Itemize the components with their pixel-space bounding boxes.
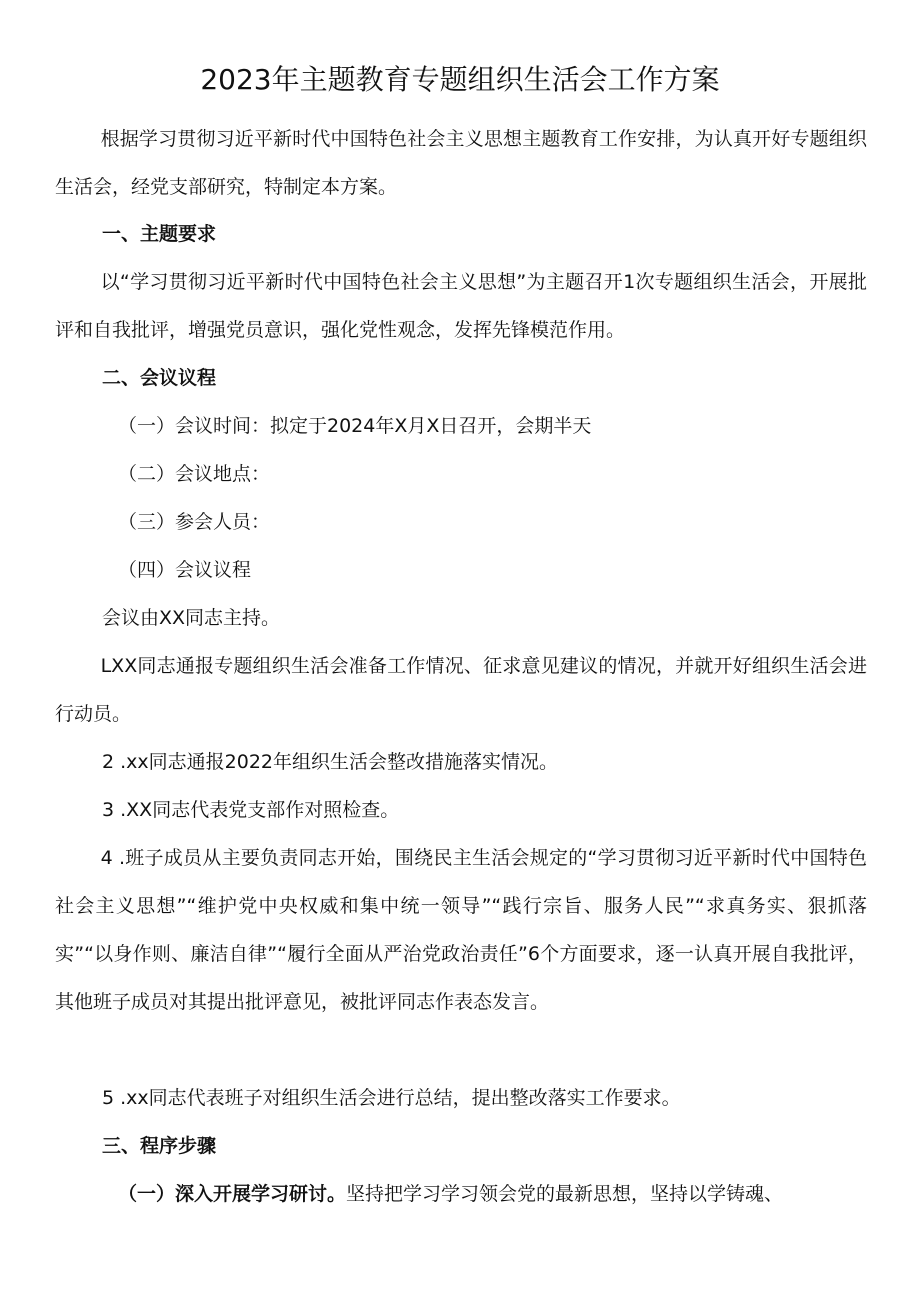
agenda-step-2: 2 .xx同志通报2022年组织生活会整改措施落实情况。	[102, 751, 559, 773]
agenda-step-1: LXX同志通报专题组织生活会准备工作情况、征求意见建议的情况，并就开好组织生活会进行动员。	[55, 655, 867, 725]
subsection-1-label: （一）深入开展学习研讨。	[118, 1183, 347, 1205]
subsection-1-text: 坚持把学习学习领会党的最新思想，坚持以学铸魂、	[346, 1183, 784, 1205]
section-2-heading: 二、会议议程	[102, 367, 217, 389]
section-3-heading: 三、程序步骤	[102, 1135, 217, 1157]
agenda-step-5: 5 .xx同志代表班子对组织生活会进行总结，提出整改落实工作要求。	[102, 1087, 681, 1109]
intro-paragraph: 根据学习贯彻习近平新时代中国特色社会主义思想主题教育工作安排，为认真开好专题组织生活会，经党支部研究，特制定本方案。	[55, 128, 867, 198]
agenda-step-4: 4 .班子成员从主要负责同志开始，围绕民主生活会规定的“学习贯彻习近平新时代中国特色社会主义思想”“维护党中央权威和集中统一领导”“践行宗旨、服务人民”“求真务实、狠抓落实”“以身作则、廉洁自律”“履行全面从严治党政治责任”6个方面要求，逐一认真开展自我批评，其他班子成员对其提出批评意见，被批评同志作表态发言。	[55, 847, 867, 1013]
section-1-heading: 一、主题要求	[102, 223, 217, 245]
agenda-item-location: （二）会议地点：	[118, 463, 271, 485]
document-title: 2023年主题教育专题组织生活会工作方案	[200, 63, 720, 96]
agenda-item-time: （一）会议时间：拟定于2024年X月X日召开，会期半天	[118, 415, 592, 437]
meeting-host-line: 会议由XX同志主持。	[102, 607, 281, 629]
section-3-subsection-1	[118, 1170, 783, 1218]
agenda-step-3: 3 .XX同志代表党支部作对照检查。	[102, 799, 400, 821]
section-1-body: 以“学习贯彻习近平新时代中国特色社会主义思想”为主题召开1次专题组织生活会，开展批评和自我批评，增强党员意识，强化党性观念，发挥先锋模范作用。	[55, 271, 867, 341]
agenda-item-agenda: （四）会议议程	[118, 559, 252, 581]
agenda-item-attendees: （三）参会人员：	[118, 511, 271, 533]
